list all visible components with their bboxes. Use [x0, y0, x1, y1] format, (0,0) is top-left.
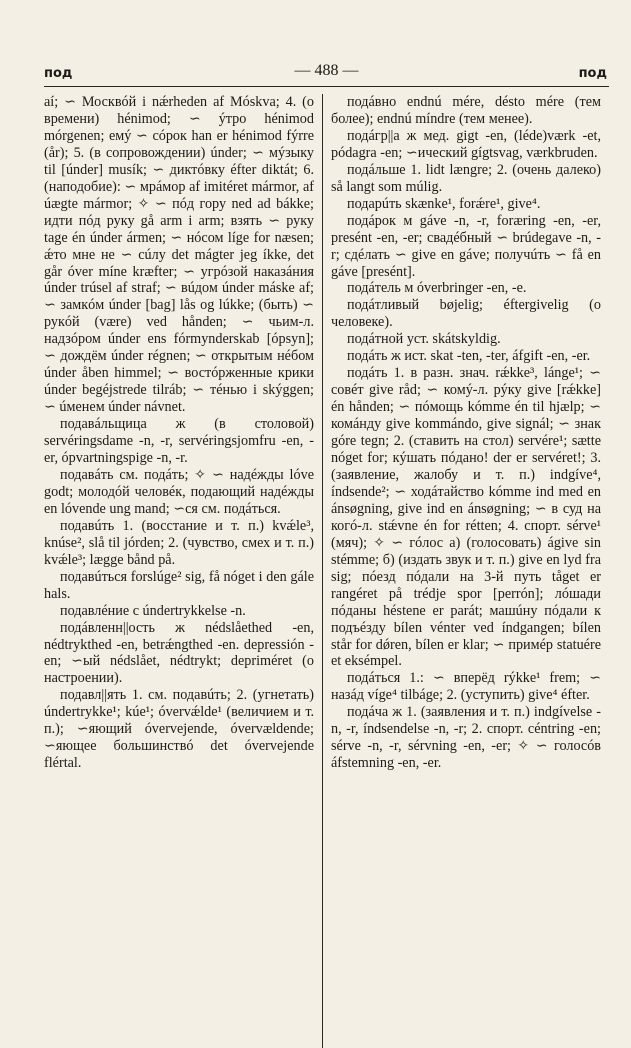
entry: подáтной уст. skátskyldig.	[347, 331, 501, 348]
entry: подáльше 1. lidt længre; 2. (очень далеко) så langt som múlig.	[331, 161, 601, 195]
guide-word-left: под	[44, 66, 73, 81]
entry: подáться 1.: ∽ вперёд rýkke¹ frem; ∽ назáд víge⁴ tilbáge; 2. (уступить) give⁴ éfter.	[331, 670, 601, 704]
page-header	[44, 62, 609, 84]
entry: подáтливый bøjelig; éftergivelig (о человеке).	[331, 297, 601, 331]
left-column	[44, 94, 322, 1048]
entry: подавúть 1. (восстание и т. п.) kvǽle³, knúse², slå til jórden; 2. (чувство, смех и т. п.) kvǽle³; lægge bånd på.	[44, 517, 314, 568]
entry: подáтель м óverbringer -en, -e.	[347, 280, 527, 297]
entry: подáвленн||ость ж nédslåethed -en, nédtrykthed -en, betrǽngthed -en. depressión -en; ∽ый nédslået, nédtrykt; depriméret (о настроении).	[44, 619, 314, 687]
entry: подáгр||а ж мед. gigt -en, (léde)værk -et, pódagra -en; ∽ический gígtsvag, værkbruden.	[331, 127, 601, 161]
entry: подарúть skænke¹, forǽre¹, give⁴.	[347, 195, 541, 212]
entry: подáча ж 1. (заявления и т. п.) indgívelse -n, -r, índsendelse -n, -r; 2. спорт. céntring -en; sérve -n, -r, sérvning -en, -er; ✧ ∽ голосóв áfstemning -en, -er.	[331, 704, 601, 772]
page-number: — 488 —	[294, 62, 359, 79]
entry: подавáльщица ж (в столовой) servéringsdame -n, -r, servéringsjomfru -en, -er, ópvartningspige -n, -r.	[44, 416, 314, 467]
right-column	[322, 94, 601, 1048]
entry: подáть 1. в разн. знач. rǽkke³, lánge¹; ∽ совéт give råd; ∽ комý-л. рýку give [rǽkke] én hånden; ∽ пóмощь kómme én til hjælp; ∽ комáнду give kommándo, give signál; ∽ знак góre tegn; 2. (ставить на стол) servére¹; sætte nóget for; кýшать пóдано! der er servéret!; 3. (заявление, жалобу и т. п.) indgíve⁴, índsende²; ∽ ходáтайство kómme ind med en ánsøgning, give ind en ánsøgning; ∽ в суд на когó-л. stǽvne én for rétten; 4. спорт. sérve¹ (мяч); ✧ ∽ гóлос а) (голосовать) ágive sin stémme; б) (издать звук и т. п.) give en lyd fra sig; пóезд пóдали на 3-й путь tåget er rangéret på trédje spor [perrón]; лóшади пóданы héstene er parát; машúну пóдали к подъéзду bílen vénter ved índgangen; bílen står for dǿren, bílen er klar; ∽ примéр statuére et eksémpel.	[331, 365, 601, 670]
entry: подавл||ять 1. см. подавúть; 2. (угнетать) úndertrykke¹; kúe¹; óvervǽlde¹ (величием и т. п.); ∽яющий óvervejende, óvervældende; ∽яющее большинствó det óvervejende flértal.	[44, 687, 314, 772]
entry: подáрок м gáve -n, -r, foræring -en, -er, presént -en, -er; свадéбный ∽ brúdegave -n, -r; сдéлать ∽ give en gáve; получúть ∽ få en gáve [presént].	[331, 212, 601, 280]
entry-continuation: aí; ∽ Москвóй i nǽrheden af Móskva; 4. (o времени) hénimod; ∽ ýтро hénimod mórgenen; емý ∽ сóрок han er hénimod fýrre (år); 5. (в сопровождении) únder; ∽ мýзыку til [únder] musík; ∽ диктóвку éfter diktát; 6. (наподобие): ∽ мрáмор af imitéret mármor, af úægte mármor; ✧ ∽ пóд гору ned ad bákke; идти пóд руку gå arm i arm; взять ∽ руку tage én únder ármen; ∽ нóсом líge for næsen; ǽто мне не ∽ сúлу det mágter jeg íkke, det går óver míne kræfter; ∽ угрóзой наказáния únder trúsel af straf; ∽ вúдом únder máske af; ∽ замкóм únder [bag] lås og lúkke; (быть) ∽ рукóй (være) ved hånden; ∽ чьим-л. надзóром únder ens fórmynderskab [ópsyn]; ∽ дождём únder régnen; ∽ открытым нéбом únder åben himmel; ∽ востóрженные крики únder begéjstrede tilráb; ∽ тéнью i skýggen; ∽ úменем únder návnet.	[44, 94, 314, 416]
header-rule	[44, 86, 609, 87]
entry: подавлéние с úndertrykkelse -n.	[60, 602, 246, 619]
entry: подáвно endnú mére, désto mére (тем более); endnú míndre (тем менее).	[331, 94, 601, 127]
columns	[44, 94, 609, 1048]
entry: подавáть см. подáть; ✧ ∽ надéжды lóve godt; молодóй человéк, подающий надéжды en lóvende ung mand; ∽ся см. подáться.	[44, 466, 314, 517]
entry: подáть ж ист. skat -ten, -ter, áfgift -en, -er.	[347, 348, 591, 365]
entry: подавúться forslúge² sig, få nóget i den gále hals.	[44, 568, 314, 602]
guide-word-right: под	[578, 66, 607, 81]
